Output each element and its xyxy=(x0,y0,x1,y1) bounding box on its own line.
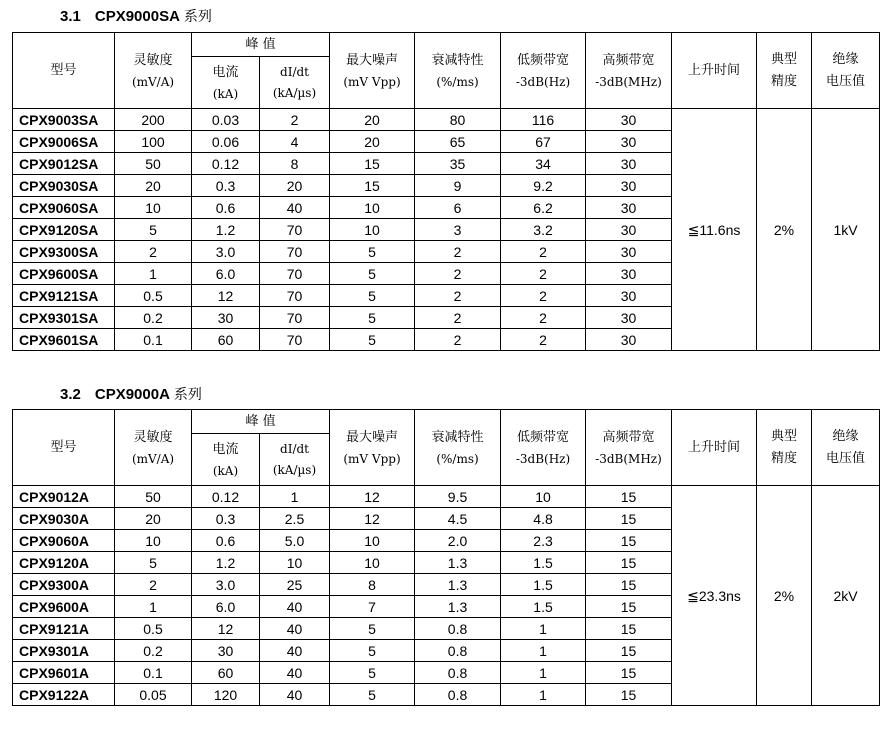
peak-current-cell: 60 xyxy=(192,662,260,684)
noise-cell: 20 xyxy=(330,131,415,153)
peak-current-cell: 30 xyxy=(192,307,260,329)
header-rise-time: 上升时间 xyxy=(672,33,757,109)
peak-current-cell: 12 xyxy=(192,618,260,640)
high-bandwidth-cell: 30 xyxy=(586,153,672,175)
high-bandwidth-cell: 30 xyxy=(586,241,672,263)
model-cell: CPX9030SA xyxy=(13,175,115,197)
header-rise-time: 上升时间 xyxy=(672,410,757,486)
didt-cell: 40 xyxy=(260,197,330,219)
insulation-cell: 2kV xyxy=(812,486,880,706)
sensitivity-cell: 0.1 xyxy=(115,329,192,351)
section-number: 3.1 xyxy=(60,8,81,25)
high-bandwidth-cell: 15 xyxy=(586,486,672,508)
high-bandwidth-cell: 15 xyxy=(586,640,672,662)
noise-cell: 10 xyxy=(330,197,415,219)
sensitivity-cell: 50 xyxy=(115,153,192,175)
low-bandwidth-cell: 1.5 xyxy=(501,574,586,596)
decay-cell: 9 xyxy=(415,175,501,197)
model-cell: CPX9600A xyxy=(13,596,115,618)
noise-cell: 5 xyxy=(330,285,415,307)
noise-cell: 5 xyxy=(330,263,415,285)
header-accuracy: 典型 精度 xyxy=(757,410,812,486)
low-bandwidth-cell: 1.5 xyxy=(501,596,586,618)
spec-table-cpx9000sa xyxy=(12,32,880,351)
model-cell: CPX9121A xyxy=(13,618,115,640)
sensitivity-cell: 50 xyxy=(115,486,192,508)
accuracy-cell: 2% xyxy=(757,486,812,706)
table-row xyxy=(13,486,880,508)
model-cell: CPX9060SA xyxy=(13,197,115,219)
low-bandwidth-cell: 9.2 xyxy=(501,175,586,197)
decay-cell: 0.8 xyxy=(415,640,501,662)
decay-cell: 1.3 xyxy=(415,596,501,618)
didt-cell: 10 xyxy=(260,552,330,574)
model-cell: CPX9601SA xyxy=(13,329,115,351)
high-bandwidth-cell: 15 xyxy=(586,530,672,552)
model-cell: CPX9301A xyxy=(13,640,115,662)
sensitivity-cell: 0.5 xyxy=(115,285,192,307)
didt-cell: 40 xyxy=(260,640,330,662)
low-bandwidth-cell: 1 xyxy=(501,640,586,662)
didt-cell: 70 xyxy=(260,307,330,329)
rise-time-cell: ≦11.6ns xyxy=(672,109,757,351)
decay-cell: 35 xyxy=(415,153,501,175)
table-row xyxy=(13,109,880,131)
didt-cell: 4 xyxy=(260,131,330,153)
header-sensitivity: 灵敏度 (mV/A) xyxy=(115,33,192,109)
model-cell: CPX9122A xyxy=(13,684,115,706)
sensitivity-cell: 2 xyxy=(115,241,192,263)
noise-cell: 12 xyxy=(330,486,415,508)
peak-current-cell: 3.0 xyxy=(192,241,260,263)
header-peak: 峰 值 xyxy=(192,33,330,57)
sensitivity-cell: 0.5 xyxy=(115,618,192,640)
model-cell: CPX9120SA xyxy=(13,219,115,241)
low-bandwidth-cell: 2 xyxy=(501,241,586,263)
peak-current-cell: 3.0 xyxy=(192,574,260,596)
peak-current-cell: 120 xyxy=(192,684,260,706)
header-insulation: 绝缘 电压值 xyxy=(812,33,880,109)
insulation-cell: 1kV xyxy=(812,109,880,351)
low-bandwidth-cell: 67 xyxy=(501,131,586,153)
noise-cell: 15 xyxy=(330,153,415,175)
sensitivity-cell: 0.1 xyxy=(115,662,192,684)
sensitivity-cell: 10 xyxy=(115,197,192,219)
noise-cell: 12 xyxy=(330,508,415,530)
peak-current-cell: 1.2 xyxy=(192,219,260,241)
noise-cell: 15 xyxy=(330,175,415,197)
low-bandwidth-cell: 4.8 xyxy=(501,508,586,530)
model-cell: CPX9006SA xyxy=(13,131,115,153)
sensitivity-cell: 0.05 xyxy=(115,684,192,706)
section-title-cpx9000sa xyxy=(60,6,212,26)
peak-current-cell: 0.03 xyxy=(192,109,260,131)
noise-cell: 20 xyxy=(330,109,415,131)
low-bandwidth-cell: 6.2 xyxy=(501,197,586,219)
model-cell: CPX9012A xyxy=(13,486,115,508)
sensitivity-cell: 0.2 xyxy=(115,307,192,329)
didt-cell: 25 xyxy=(260,574,330,596)
model-cell: CPX9121SA xyxy=(13,285,115,307)
peak-current-cell: 30 xyxy=(192,640,260,662)
low-bandwidth-cell: 1.5 xyxy=(501,552,586,574)
peak-current-cell: 1.2 xyxy=(192,552,260,574)
low-bandwidth-cell: 2.3 xyxy=(501,530,586,552)
peak-current-cell: 0.06 xyxy=(192,131,260,153)
high-bandwidth-cell: 15 xyxy=(586,596,672,618)
series-name: CPX9000SA xyxy=(94,8,180,25)
low-bandwidth-cell: 1 xyxy=(501,684,586,706)
low-bandwidth-cell: 2 xyxy=(501,285,586,307)
accuracy-cell: 2% xyxy=(757,109,812,351)
decay-cell: 1.3 xyxy=(415,574,501,596)
section-title-cpx9000a xyxy=(60,384,202,404)
high-bandwidth-cell: 15 xyxy=(586,662,672,684)
high-bandwidth-cell: 15 xyxy=(586,574,672,596)
decay-cell: 1.3 xyxy=(415,552,501,574)
header-noise: 最大噪声 (mV Vpp) xyxy=(330,33,415,109)
noise-cell: 10 xyxy=(330,530,415,552)
sensitivity-cell: 20 xyxy=(115,175,192,197)
noise-cell: 5 xyxy=(330,307,415,329)
header-decay: 衰减特性 (%/ms) xyxy=(415,33,501,109)
didt-cell: 40 xyxy=(260,662,330,684)
high-bandwidth-cell: 30 xyxy=(586,307,672,329)
decay-cell: 2 xyxy=(415,285,501,307)
header-high-bandwidth: 高频带宽 -3dB(MHz) xyxy=(586,33,672,109)
model-cell: CPX9060A xyxy=(13,530,115,552)
rise-time-cell: ≦23.3ns xyxy=(672,486,757,706)
peak-current-cell: 0.3 xyxy=(192,175,260,197)
noise-cell: 10 xyxy=(330,219,415,241)
sensitivity-cell: 200 xyxy=(115,109,192,131)
didt-cell: 8 xyxy=(260,153,330,175)
didt-cell: 5.0 xyxy=(260,530,330,552)
header-model: 型号 xyxy=(13,33,115,109)
noise-cell: 8 xyxy=(330,574,415,596)
model-cell: CPX9003SA xyxy=(13,109,115,131)
high-bandwidth-cell: 30 xyxy=(586,285,672,307)
model-cell: CPX9300SA xyxy=(13,241,115,263)
header-high-bandwidth: 高频带宽 -3dB(MHz) xyxy=(586,410,672,486)
header-didt: dI/dt (kA/µs) xyxy=(260,434,330,486)
didt-cell: 2.5 xyxy=(260,508,330,530)
header-decay: 衰减特性 (%/ms) xyxy=(415,410,501,486)
header-low-bandwidth: 低频带宽 -3dB(Hz) xyxy=(501,410,586,486)
sensitivity-cell: 0.2 xyxy=(115,640,192,662)
high-bandwidth-cell: 15 xyxy=(586,684,672,706)
sensitivity-cell: 5 xyxy=(115,219,192,241)
peak-current-cell: 0.12 xyxy=(192,486,260,508)
header-low-bandwidth: 低频带宽 -3dB(Hz) xyxy=(501,33,586,109)
low-bandwidth-cell: 2 xyxy=(501,263,586,285)
model-cell: CPX9120A xyxy=(13,552,115,574)
high-bandwidth-cell: 30 xyxy=(586,109,672,131)
peak-current-cell: 60 xyxy=(192,329,260,351)
high-bandwidth-cell: 30 xyxy=(586,175,672,197)
high-bandwidth-cell: 15 xyxy=(586,618,672,640)
header-model: 型号 xyxy=(13,410,115,486)
didt-cell: 70 xyxy=(260,263,330,285)
peak-current-cell: 6.0 xyxy=(192,596,260,618)
low-bandwidth-cell: 1 xyxy=(501,662,586,684)
decay-cell: 4.5 xyxy=(415,508,501,530)
model-cell: CPX9301SA xyxy=(13,307,115,329)
noise-cell: 5 xyxy=(330,684,415,706)
didt-cell: 70 xyxy=(260,241,330,263)
decay-cell: 0.8 xyxy=(415,618,501,640)
decay-cell: 2 xyxy=(415,329,501,351)
peak-current-cell: 6.0 xyxy=(192,263,260,285)
table-body xyxy=(13,109,880,351)
peak-current-cell: 0.12 xyxy=(192,153,260,175)
decay-cell: 2 xyxy=(415,241,501,263)
noise-cell: 5 xyxy=(330,241,415,263)
sensitivity-cell: 2 xyxy=(115,574,192,596)
header-current: 电流 (kA) xyxy=(192,57,260,109)
model-cell: CPX9601A xyxy=(13,662,115,684)
decay-cell: 80 xyxy=(415,109,501,131)
high-bandwidth-cell: 30 xyxy=(586,197,672,219)
high-bandwidth-cell: 30 xyxy=(586,263,672,285)
model-cell: CPX9600SA xyxy=(13,263,115,285)
high-bandwidth-cell: 30 xyxy=(586,219,672,241)
header-noise: 最大噪声 (mV Vpp) xyxy=(330,410,415,486)
didt-cell: 70 xyxy=(260,219,330,241)
peak-current-cell: 0.6 xyxy=(192,197,260,219)
decay-cell: 0.8 xyxy=(415,684,501,706)
high-bandwidth-cell: 15 xyxy=(586,552,672,574)
low-bandwidth-cell: 116 xyxy=(501,109,586,131)
didt-cell: 40 xyxy=(260,596,330,618)
header-current: 电流 (kA) xyxy=(192,434,260,486)
low-bandwidth-cell: 3.2 xyxy=(501,219,586,241)
model-cell: CPX9030A xyxy=(13,508,115,530)
decay-cell: 2.0 xyxy=(415,530,501,552)
sensitivity-cell: 100 xyxy=(115,131,192,153)
didt-cell: 40 xyxy=(260,618,330,640)
header-insulation: 绝缘 电压值 xyxy=(812,410,880,486)
decay-cell: 2 xyxy=(415,263,501,285)
low-bandwidth-cell: 2 xyxy=(501,307,586,329)
series-suffix: 系列 xyxy=(173,387,202,403)
table-body xyxy=(13,486,880,706)
low-bandwidth-cell: 1 xyxy=(501,618,586,640)
model-cell: CPX9012SA xyxy=(13,153,115,175)
series-suffix: 系列 xyxy=(183,9,212,25)
sensitivity-cell: 5 xyxy=(115,552,192,574)
series-name: CPX9000A xyxy=(94,386,170,403)
noise-cell: 5 xyxy=(330,329,415,351)
section-number: 3.2 xyxy=(60,386,81,403)
sensitivity-cell: 1 xyxy=(115,263,192,285)
sensitivity-cell: 1 xyxy=(115,596,192,618)
didt-cell: 1 xyxy=(260,486,330,508)
sensitivity-cell: 20 xyxy=(115,508,192,530)
peak-current-cell: 0.6 xyxy=(192,530,260,552)
high-bandwidth-cell: 30 xyxy=(586,329,672,351)
high-bandwidth-cell: 15 xyxy=(586,508,672,530)
low-bandwidth-cell: 2 xyxy=(501,329,586,351)
model-cell: CPX9300A xyxy=(13,574,115,596)
sensitivity-cell: 10 xyxy=(115,530,192,552)
decay-cell: 6 xyxy=(415,197,501,219)
low-bandwidth-cell: 10 xyxy=(501,486,586,508)
decay-cell: 65 xyxy=(415,131,501,153)
noise-cell: 5 xyxy=(330,640,415,662)
decay-cell: 2 xyxy=(415,307,501,329)
decay-cell: 9.5 xyxy=(415,486,501,508)
didt-cell: 40 xyxy=(260,684,330,706)
decay-cell: 3 xyxy=(415,219,501,241)
noise-cell: 5 xyxy=(330,618,415,640)
peak-current-cell: 12 xyxy=(192,285,260,307)
low-bandwidth-cell: 34 xyxy=(501,153,586,175)
spec-table-cpx9000a xyxy=(12,409,880,706)
didt-cell: 70 xyxy=(260,329,330,351)
header-peak: 峰 值 xyxy=(192,410,330,434)
header-sensitivity: 灵敏度 (mV/A) xyxy=(115,410,192,486)
high-bandwidth-cell: 30 xyxy=(586,131,672,153)
didt-cell: 70 xyxy=(260,285,330,307)
peak-current-cell: 0.3 xyxy=(192,508,260,530)
header-accuracy: 典型 精度 xyxy=(757,33,812,109)
noise-cell: 10 xyxy=(330,552,415,574)
didt-cell: 2 xyxy=(260,109,330,131)
didt-cell: 20 xyxy=(260,175,330,197)
noise-cell: 5 xyxy=(330,662,415,684)
header-didt: dI/dt (kA/µs) xyxy=(260,57,330,109)
decay-cell: 0.8 xyxy=(415,662,501,684)
noise-cell: 7 xyxy=(330,596,415,618)
